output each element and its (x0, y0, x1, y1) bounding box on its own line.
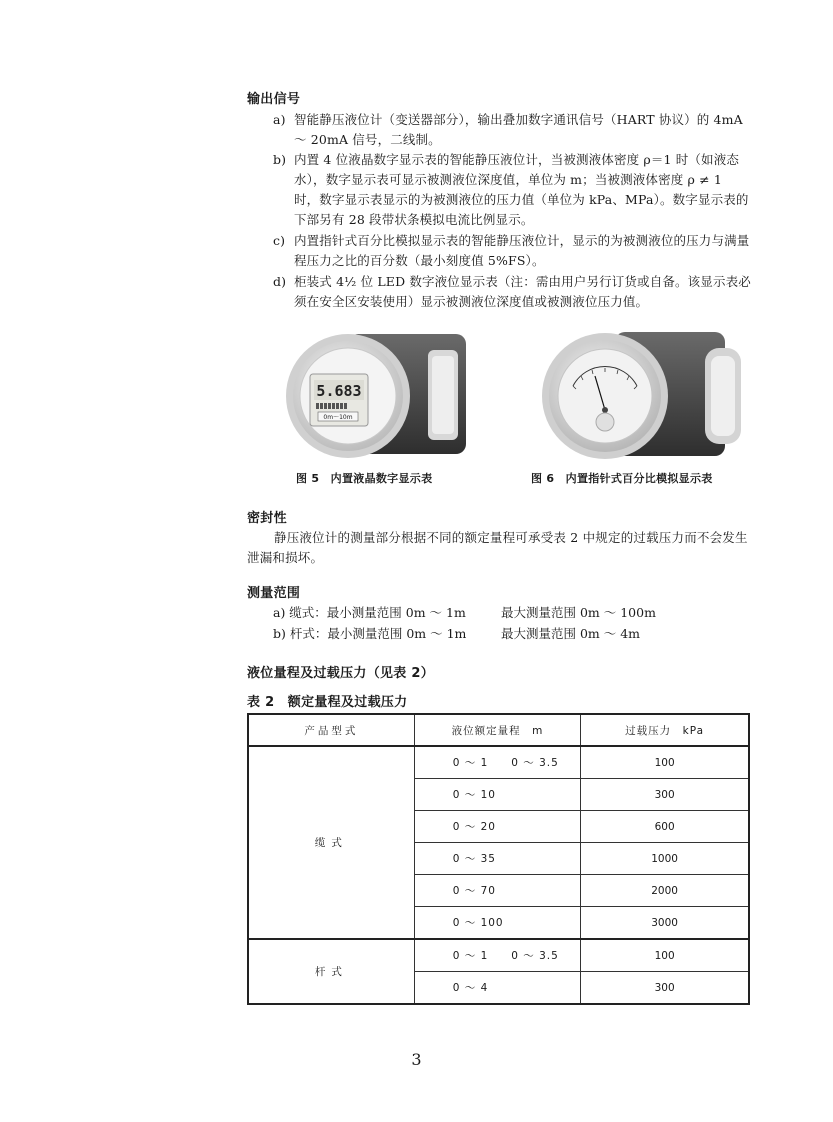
item-label: b) (273, 152, 287, 167)
item-text: 柜装式 4½ 位 LED 数字液位显示表（注：需由用户另行订货或自备。该显示表必须在安全区安装使用）显示被测液位深度值或被测液位压力值。 (294, 274, 751, 309)
range-max: 最大测量范围 0m ～ 100m (501, 605, 656, 620)
analog-dial-photo (535, 330, 745, 460)
range-cell: 0 ～ 1 0 ～ 3.5 (414, 939, 580, 972)
lcd-range: 0m～10m (323, 414, 353, 421)
item-label: d) (273, 274, 287, 289)
pressure-cell: 3000 (581, 907, 749, 940)
table-row (248, 939, 749, 972)
range-min: a) 缆式：最小测量范围 0m ～ 1m (273, 605, 466, 620)
figure-6-caption: 图 6 内置指针式百分比模拟显示表 (531, 472, 713, 485)
group-cell-cable: 缆式 (248, 746, 414, 939)
pressure-cell: 600 (581, 811, 749, 843)
item-text: 内置 4 位液晶数字显示表的智能静压液位计，当被测液体密度 ρ＝1 时（如液态水），数字显示表可显示被测液位深度值，单位为 m；当被测液体密度 ρ ≠ 1 时，数字显示表显示的为被测液位的压力值（单位为 kPa、MPa）。数字显示表的下部另有 28 段带状条模拟电流比例显示。 (294, 152, 749, 227)
pressure-cell: 2000 (581, 875, 749, 907)
range-cell: 0 ～ 100 (414, 907, 580, 940)
item-text: 智能静压液位计（变送器部分），输出叠加数字通讯信号（HART 协议）的 4mA ～ 20mA 信号，二线制。 (294, 112, 743, 147)
group-cell-rod: 杆式 (248, 939, 414, 1004)
item-label: a) (273, 112, 286, 127)
table-header-row (248, 714, 749, 746)
range-line-rod (273, 624, 640, 644)
pressure-cell: 100 (581, 746, 749, 779)
range-max: 最大测量范围 0m ～ 4m (501, 626, 641, 641)
output-item-a (273, 110, 751, 150)
table-header-cell: 产品型式 (248, 714, 414, 746)
range-cell: 0 ～ 1 0 ～ 3.5 (414, 746, 580, 779)
pressure-cell: 300 (581, 972, 749, 1005)
figure-5-caption: 图 5 内置液晶数字显示表 (296, 472, 433, 485)
range-cell: 0 ～ 4 (414, 972, 580, 1005)
range-pressure-table (247, 713, 750, 1005)
output-item-c (273, 231, 751, 271)
section-heading-sealing: 密封性 (247, 511, 287, 526)
item-text: 内置指针式百分比模拟显示表的智能静压液位计，显示的为被测液位的压力与满量程压力之比的百分数（最小刻度值 5%FS）。 (294, 233, 750, 268)
pressure-cell: 300 (581, 779, 749, 811)
table-title: 表 2 额定量程及过载压力 (247, 695, 408, 710)
sealing-text: 静压液位计的测量部分根据不同的额定量程可承受表 2 中规定的过载压力而不会发生泄漏和损坏。 (247, 530, 748, 565)
section-heading-output-signal: 输出信号 (247, 92, 301, 107)
pressure-cell: 100 (581, 939, 749, 972)
section-heading-level-range: 液位量程及过载压力（见表 2） (247, 666, 435, 681)
range-cell: 0 ～ 35 (414, 843, 580, 875)
item-label: c) (273, 233, 286, 248)
range-min: b) 杆式：最小测量范围 0m ～ 1m (273, 626, 467, 641)
lcd-value: 5.683 (316, 382, 362, 400)
range-cell: 0 ～ 20 (414, 811, 580, 843)
pressure-cell: 1000 (581, 843, 749, 875)
section-heading-measure-range: 测量范围 (247, 586, 301, 601)
table-header-cell: 液位额定量程 m (414, 714, 580, 746)
table-header-cell: 过载压力 kPa (581, 714, 749, 746)
range-cell: 0 ～ 10 (414, 779, 580, 811)
output-item-b (273, 150, 751, 230)
table-row (248, 746, 749, 779)
output-item-d (273, 272, 751, 312)
lcd-display-photo (278, 330, 468, 460)
range-cell: 0 ～ 70 (414, 875, 580, 907)
range-line-cable (273, 603, 656, 623)
page-number: 3 (411, 1050, 422, 1069)
